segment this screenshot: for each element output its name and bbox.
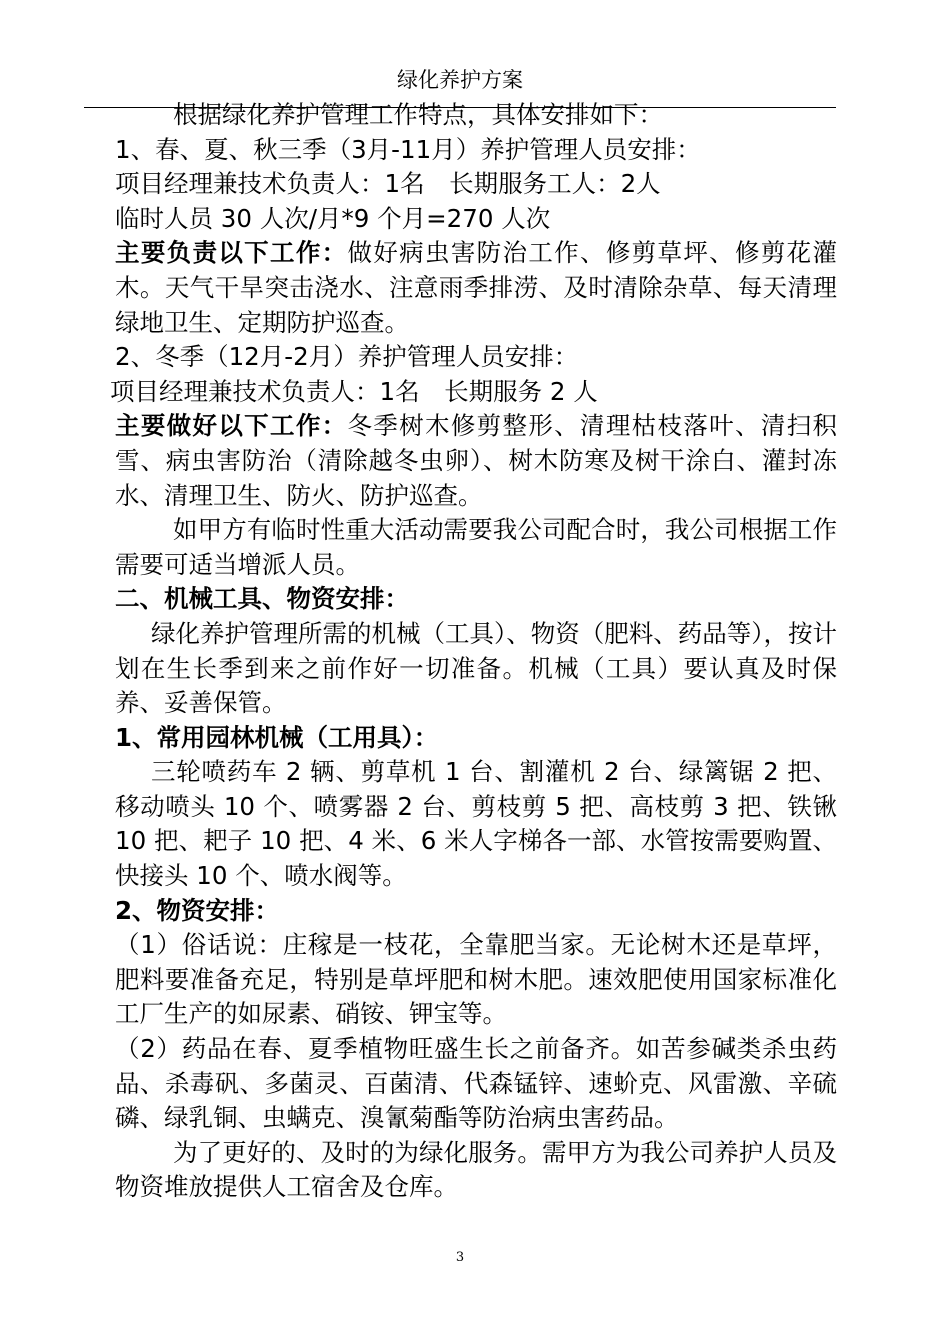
extra-staff-paragraph: 如甲方有临时性重大活动需要我公司配合时，我公司根据工作需要可适当增派人员。 [115, 515, 837, 579]
machinery-paragraph: 绿化养护管理所需的机械（工具）、物资（肥料、药品等），按计划在生长季到来之前作好一切准备。机械（工具）要认真及时保养、妥善保管。 [115, 618, 837, 718]
winter-duties-paragraph [115, 409, 837, 513]
winter-duties-text: 冬季树木修剪整形、清理枯枝落叶、清扫积雪、病虫害防治（清除越冬虫卵）、树木防寒及树干涂白、灌封冻水、清理卫生、防火、防护巡查。 [115, 411, 837, 510]
main-duties-text: 做好病虫害防治工作、修剪草坪、修剪花灌木。天气干旱突击浇水、注意雨季排涝、及时清除杂草、每天清理绿地卫生、定期防护巡查。 [115, 238, 837, 337]
document-body [110, 98, 837, 1205]
winter-staffing-line: 项目经理兼技术负责人：1名 长期服务 2 人 [110, 376, 598, 406]
section-machinery-materials-heading: 二、机械工具、物资安排： [115, 584, 409, 614]
section-winter-staffing: 2、冬季（12月-2月）养护管理人员安排： [115, 342, 579, 372]
pesticide-paragraph: （2）药品在春、夏季植物旺盛生长之前备齐。如苦参碱类杀虫药品、杀毒矾、多菌灵、百菌清、代森锰锌、速蚧克、风雷激、辛硫磷、绿乳铜、虫螨克、溴氰菊酯等防治病虫害药品。 [115, 1034, 837, 1133]
staffing-line-temporary: 临时人员 30 人次/月*9 个月=270 人次 [115, 203, 551, 233]
page-number: 3 [455, 1250, 465, 1265]
section-spring-summer-autumn-staffing: 1、春、夏、秋三季（3月-11月）养护管理人员安排： [115, 134, 701, 164]
page-header-title: 绿化养护方案 [397, 68, 523, 92]
closing-paragraph: 为了更好的、及时的为绿化服务。需甲方为我公司养护人员及物资堆放提供人工宿舍及仓库。 [115, 1137, 837, 1202]
tools-list-paragraph: 三轮喷药车 2 辆、剪草机 1 台、割灌机 2 台、绿篱锯 2 把、移动喷头 10 个、喷雾器 2 台、剪枝剪 5 把、高枝剪 3 把、铁锹 10 把、耙子 10 把、4 米、6 米人字梯各一部、水管按需要购置、快接头 10 个、喷水阀等。 [115, 757, 837, 891]
winter-duties-lead: 主要做好以下工作： [115, 411, 348, 441]
section-tools-heading: 1、常用园林机械（工用具）： [115, 722, 439, 752]
section-materials-heading: 2、物资安排： [115, 895, 280, 925]
main-duties-paragraph [115, 236, 837, 340]
fertilizer-paragraph: （1）俗话说：庄稼是一枝花，全靠肥当家。无论树木还是草坪，肥料要准备充足，特别是草坪肥和树木肥。速效肥使用国家标准化工厂生产的如尿素、硝铵、钾宝等。 [115, 930, 837, 1029]
main-duties-lead: 主要负责以下工作： [115, 238, 348, 268]
staffing-line-managers: 项目经理兼技术负责人：1名 长期服务工人：2人 [115, 169, 661, 199]
intro-paragraph: 根据绿化养护管理工作特点，具体安排如下： [173, 100, 663, 129]
